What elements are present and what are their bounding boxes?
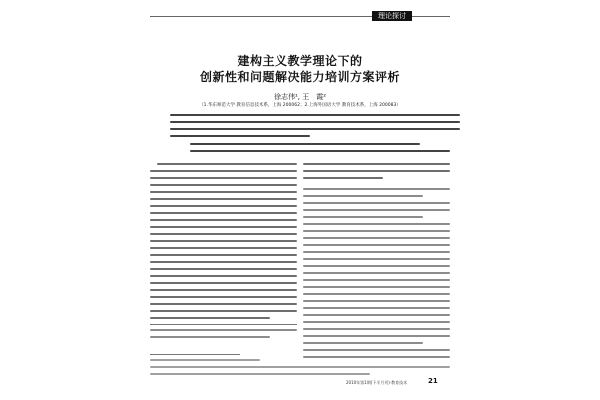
text-line [150, 282, 297, 284]
reference-line [303, 237, 450, 239]
footer-journal: 2010年第1期(下半月刊)·教育技术 [346, 380, 408, 385]
reference-line [303, 293, 450, 295]
text-line [150, 233, 297, 235]
reference-line [303, 244, 450, 246]
text-line [150, 289, 297, 291]
reference-line [303, 209, 450, 211]
references-divider [150, 324, 297, 325]
text-line [150, 219, 297, 221]
section-tab: 理论探讨 [372, 11, 412, 21]
reference-line [303, 349, 450, 351]
reference-line [303, 188, 450, 190]
reference-line [303, 321, 450, 323]
text-line [150, 177, 297, 179]
affiliations: （1.华东师范大学 教育信息技术系，上海 200062；2.上海外国语大学 教育技术系，上海 200083） [199, 103, 401, 108]
reference-line [303, 195, 423, 197]
text-line [303, 163, 450, 165]
reference-line [303, 202, 450, 204]
abstract-text-line [170, 128, 460, 130]
reference-line [303, 342, 423, 344]
reference-line [303, 300, 450, 302]
text-line [150, 247, 297, 249]
footer-page-number: 21 [428, 377, 438, 385]
text-line [150, 226, 297, 228]
reference-line [303, 328, 450, 330]
reference-line [303, 307, 450, 309]
reference-line [303, 265, 450, 267]
reference-line [303, 279, 450, 281]
footnote-line [150, 373, 370, 375]
reference-line [303, 230, 450, 232]
reference-line [303, 216, 423, 218]
reference-line [150, 329, 297, 331]
article-title-line2: 创新性和问题解决能力培训方案评析 [199, 70, 400, 84]
text-line [150, 240, 297, 242]
text-line [303, 177, 383, 179]
text-line [150, 296, 297, 298]
text-line [150, 198, 297, 200]
abstract-text-line [170, 114, 460, 116]
abstract-text-line [170, 121, 460, 123]
reference-line [303, 314, 450, 316]
keywords-line [190, 143, 420, 145]
reference-line [303, 223, 450, 225]
text-line [157, 163, 297, 165]
text-line [150, 254, 297, 256]
text-line [150, 191, 297, 193]
reference-line [303, 258, 450, 260]
reference-line [150, 336, 270, 338]
footnote-line [150, 366, 450, 368]
authors: 徐志伟¹, 王 霞² [273, 93, 327, 101]
text-line [150, 261, 297, 263]
text-line [150, 303, 297, 305]
abstract-text-line [170, 135, 310, 137]
text-line [303, 170, 450, 172]
text-line [150, 205, 297, 207]
text-line [150, 170, 297, 172]
article-title-line1: 建构主义教学理论下的 [237, 54, 363, 68]
classification-line [190, 150, 450, 152]
text-line [150, 184, 297, 186]
text-line [150, 275, 297, 277]
reference-line [303, 286, 450, 288]
text-line [150, 212, 297, 214]
reference-line [303, 251, 450, 253]
text-line [150, 310, 297, 312]
reference-line [303, 335, 450, 337]
footnote-divider [150, 354, 240, 355]
reference-line [303, 272, 450, 274]
reference-line [303, 356, 450, 358]
text-line [150, 317, 270, 319]
footnote-line [150, 359, 260, 361]
text-line [150, 268, 297, 270]
